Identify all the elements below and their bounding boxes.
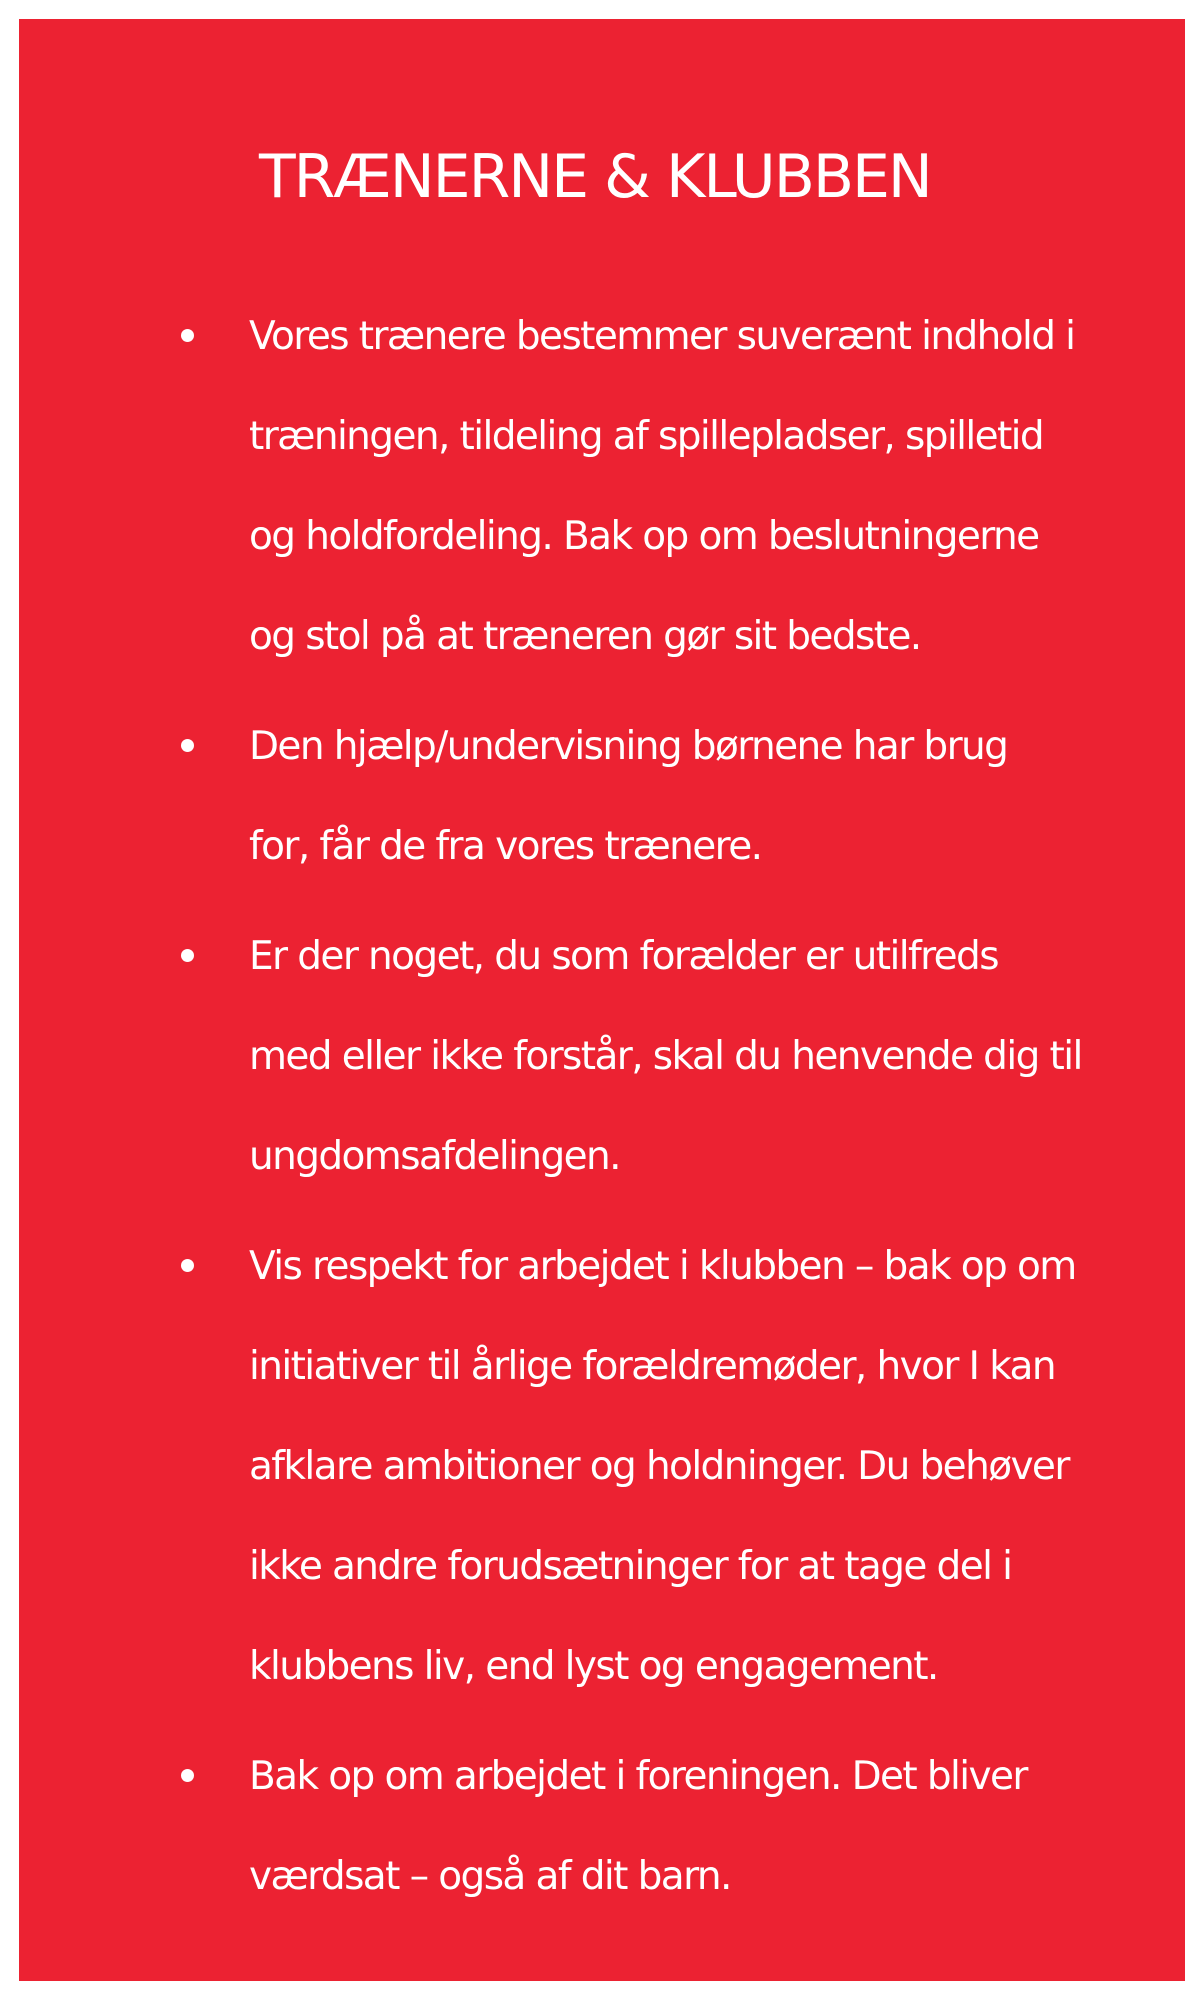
bullet-item bbox=[19, 1727, 1185, 1927]
bullet-icon bbox=[181, 1259, 194, 1272]
bullet-text-line: Er der noget, du som forælder er utilfreds bbox=[249, 934, 998, 979]
bullet-item bbox=[19, 287, 1185, 687]
bullet-text-line: afklare ambitioner og holdninger. Du behøver bbox=[249, 1444, 1069, 1489]
info-card bbox=[19, 19, 1185, 1981]
bullet-text-line: Vores trænere bestemmer suverænt indhold i bbox=[249, 314, 1075, 359]
bullet-text-line: Bak op om arbejdet i foreningen. Det bliver bbox=[249, 1754, 1027, 1799]
bullet-item bbox=[19, 1217, 1185, 1717]
bullet-item bbox=[19, 907, 1185, 1207]
bullet-item bbox=[19, 697, 1185, 897]
bullet-text-line: klubbens liv, end lyst og engagement. bbox=[249, 1644, 938, 1689]
bullet-text-line: for, får de fra vores trænere. bbox=[249, 824, 762, 869]
bullet-text-line: og holdfordeling. Bak op om beslutningerne bbox=[249, 514, 1039, 559]
bullet-text-line: træningen, tildeling af spillepladser, spilletid bbox=[249, 414, 1044, 459]
bullet-text-line: initiativer til årlige forældremøder, hvor I kan bbox=[249, 1344, 1055, 1389]
bullet-icon bbox=[181, 1769, 194, 1782]
bullet-text-line: ikke andre forudsætninger for at tage del i bbox=[249, 1544, 1012, 1589]
bullet-text-line: og stol på at træneren gør sit bedste. bbox=[249, 614, 921, 659]
bullet-text-line: Vis respekt for arbejdet i klubben – bak op om bbox=[249, 1244, 1076, 1289]
bullet-text-line: ungdomsafdelingen. bbox=[249, 1134, 620, 1179]
card-title: TRÆNERNE & KLUBBEN bbox=[259, 142, 931, 212]
bullet-icon bbox=[181, 329, 194, 342]
bullet-icon bbox=[181, 949, 194, 962]
bullet-text-line: med eller ikke forstår, skal du henvende dig til bbox=[249, 1034, 1082, 1079]
bullet-list bbox=[19, 287, 1185, 1937]
bullet-text-line: værdsat – også af dit barn. bbox=[249, 1854, 731, 1899]
bullet-icon bbox=[181, 739, 194, 752]
bullet-text-line: Den hjælp/undervisning børnene har brug bbox=[249, 724, 1008, 769]
